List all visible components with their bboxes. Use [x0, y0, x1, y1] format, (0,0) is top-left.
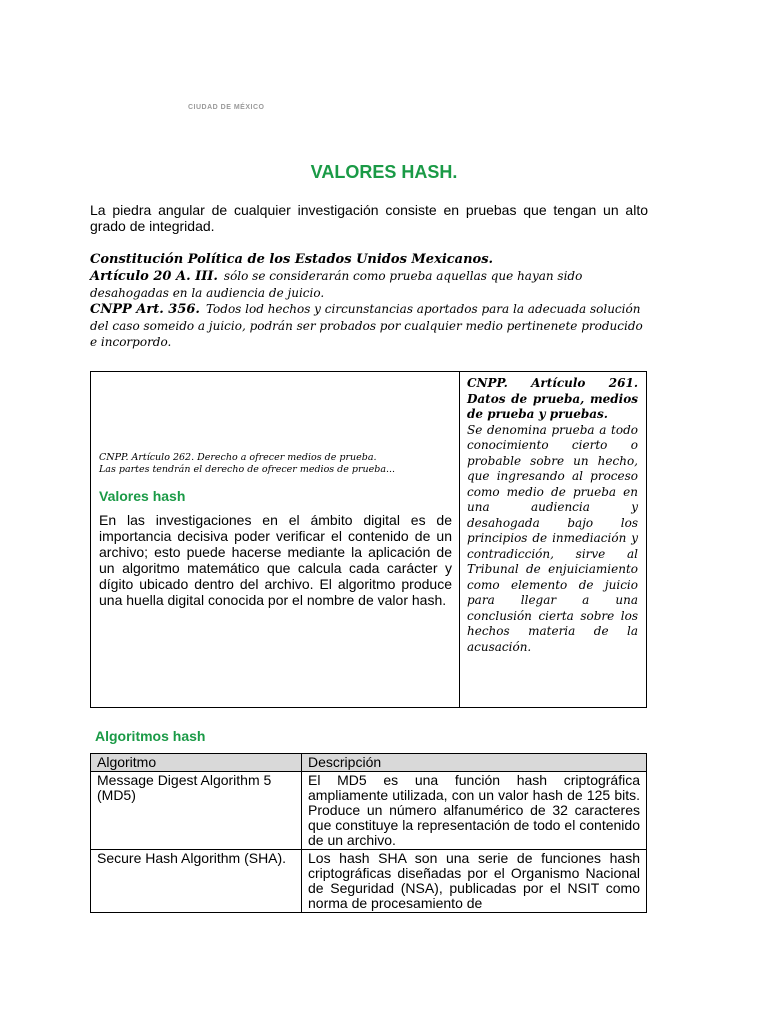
- table-row: [91, 850, 647, 913]
- algorithm-description: El MD5 es una función hash criptográfica ampliamente utilizada, con un valor hash de 125 bits. Produce un número alfanumérico de 32 caracteres que constituye la representación de todo el contenido de un archivo.: [302, 772, 647, 850]
- hash-values-subhead: Valores hash: [99, 488, 186, 504]
- article-261-text: Se denomina prueba a todo conocimiento cierto o probable sobre un hecho, que ingresando al proceso como medio de prueba en una audiencia y desahogada bajo los principios de inmediación y contradicción, sirve al Tribunal de enjuiciamiento como elemento de juicio para llegar a una conclusión cierta sobre los hechos materia de la acusación.: [467, 422, 638, 654]
- article-262-title: CNPP. Artículo 262. Derecho a ofrecer medios de prueba.: [99, 452, 377, 463]
- hash-values-box: [90, 371, 647, 708]
- hash-values-body: En las investigaciones en el ámbito digital es de importancia decisiva poder verificar el contenido de un archivo; esto puede hacerse mediante la aplicación de un algoritmo matemático que calcula cada carácter y dígito ubicado dentro del archivo. El algoritmo produce una huella digital conocida por el nombre de valor hash.: [99, 512, 452, 608]
- box-right-column: [467, 376, 638, 655]
- article-20-text: sólo se considerarán como prueba aquellas que hayan sido desahogadas en la audiencia de juicio.: [90, 269, 583, 300]
- article-262-text: Las partes tendrán el derecho de ofrecer medios de prueba...: [99, 464, 396, 475]
- algorithm-name: Secure Hash Algorithm (SHA).: [91, 850, 302, 913]
- header-mark: CIUDAD DE MÉXICO: [188, 104, 265, 111]
- table-row: [91, 772, 647, 850]
- article-261-title: CNPP. Artículo 261. Datos de prueba, medios de prueba y pruebas.: [467, 376, 638, 421]
- algorithm-description: Los hash SHA son una serie de funciones hash criptográficas diseñadas por el Organismo Nacional de Seguridad (NSA), publicadas por el NSIT como norma de procesamiento de: [308, 851, 640, 911]
- article-20: [90, 268, 650, 301]
- algorithms-heading: Algoritmos hash: [95, 728, 206, 744]
- column-header-description: Descripción: [302, 754, 647, 772]
- intro-paragraph: La piedra angular de cualquier investigación consiste en pruebas que tengan un alto grado de integridad.: [90, 202, 648, 234]
- legal-section: [90, 252, 650, 350]
- table-header-row: [91, 754, 647, 772]
- box-divider: [459, 372, 460, 707]
- article-356: [90, 301, 650, 350]
- page-title: VALORES HASH.: [310, 162, 458, 182]
- legal-heading: Constitución Política de los Estados Unidos Mexicanos.: [90, 252, 494, 267]
- column-header-algorithm: Algoritmo: [91, 754, 302, 772]
- algorithms-table: [90, 753, 647, 913]
- article-356-label: CNPP Art. 356.: [90, 302, 200, 317]
- algorithm-name: Message Digest Algorithm 5 (MD5): [91, 772, 302, 850]
- box-left-column: [99, 452, 452, 608]
- article-20-label: Artículo 20 A. III.: [90, 269, 218, 284]
- article-356-text: Todos lod hechos y circunstancias aportados para la adecuada solución del caso someido a juicio, podrán ser probados por cualquier medio pertinenete producido e incorpordo.: [90, 302, 643, 349]
